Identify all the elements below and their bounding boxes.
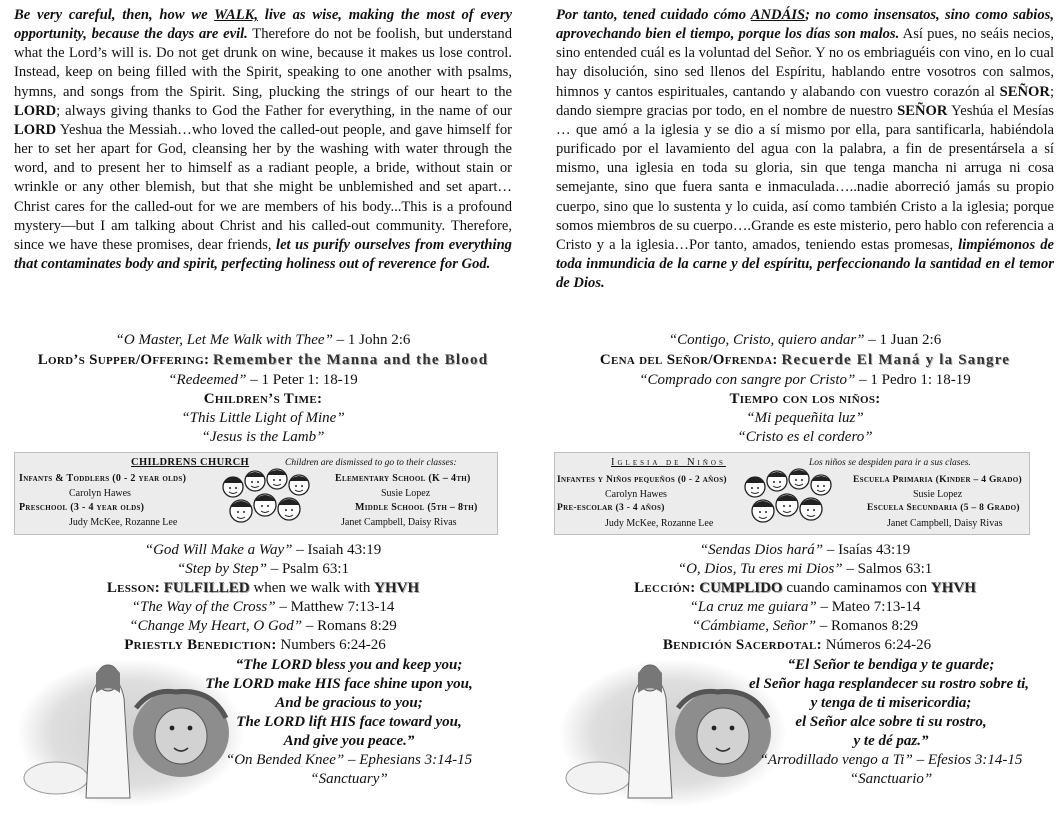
song-line <box>556 617 1054 636</box>
outro-bold: let us purify ourselves from everything that contaminates body and spirit, perfecting holiness out of reverence for God. <box>14 236 512 273</box>
children-faces-illustration <box>217 467 317 531</box>
supper-label: Cena del Señor/Ofrenda: <box>599 352 778 368</box>
song-reference: – 1 John 2:6 <box>332 332 411 348</box>
lesson-text: when we walk with <box>249 580 375 596</box>
blessing-line: And be gracious to you; <box>275 695 423 711</box>
infants-class: Infants & Toddlers (0 - 2 year olds) <box>19 473 187 484</box>
song-reference: – Psalm 63:1 <box>266 561 350 577</box>
supper-line <box>14 351 512 370</box>
song-line <box>14 617 512 636</box>
middle-teachers: Janet Campbell, Daisy Rivas <box>887 518 1003 529</box>
intro-bold-2: ; no como insensatos, sino como sabios, aprovechando bien el tiempo, porque los días son malos. <box>556 7 1054 43</box>
song-title: “On Bended Knee” <box>225 752 345 768</box>
children-time-heading <box>14 390 512 409</box>
body-text-2: ; dando siempre gracias por todo, en el nombre de nuestro <box>556 83 1054 119</box>
song-reference: – Salmos 63:1 <box>842 561 933 577</box>
song-title: “The Way of the Cross” <box>131 599 276 615</box>
song-title: “Arrodillado vengo a Ti” <box>759 752 913 768</box>
song-line <box>556 371 1054 390</box>
song-reference: – Romanos 8:29 <box>816 618 919 634</box>
song-line: “Jesus is the Lamb” <box>201 429 325 445</box>
song-reference: – 1 Pedro 1: 18-19 <box>855 372 971 388</box>
intro-bold: Be very careful, then, how we <box>14 7 215 23</box>
blessing-line: el Señor haga resplandecer su rostro sobre ti, <box>748 676 1030 692</box>
preschool-teachers: Judy McKee, Rozanne Lee <box>605 518 714 529</box>
childrens-church-box <box>554 452 1030 535</box>
song-title: “O Master, Let Me Walk with Thee” <box>115 332 333 348</box>
elementary-class: Escuela Primaria (Kinder – 4 Grado) <box>853 475 1022 485</box>
box-note: Children are dismissed to go to their classes: <box>285 458 457 468</box>
blessing-line: “The LORD bless you and keep you; <box>235 657 463 673</box>
infants-teacher: Carolyn Hawes <box>605 489 667 500</box>
body-text-3: Yeshua the Messiah…who loved the called-out people, and gave himself for her to set her apart for God, cleansing her by the washing with water through the word, and to present her to himself as a radiant people, a bride, without stain or wrinkle or any other blemish, but that she might be unblemished and set apart…Christ cares for the called-out for we are members of his body...This is a profound mystery—but I am talking about Christ and his called-out community. Therefore, since we have these promises, dear friends, <box>14 121 512 253</box>
lesson-line <box>14 579 512 598</box>
elementary-class: Elementary School (K – 4th) <box>335 473 471 484</box>
elementary-teacher: Susie Lopez <box>381 488 431 499</box>
english-column <box>14 0 512 816</box>
infants-teacher: Carolyn Hawes <box>69 488 131 499</box>
song-title: “Cámbiame, Señor” <box>691 618 817 634</box>
walk-word: WALK, <box>214 7 258 23</box>
song-reference: – 1 Juan 2:6 <box>864 332 942 348</box>
song-title: “Change My Heart, O God” <box>129 618 303 634</box>
box-note: Los niños se despiden para ir a sus clases. <box>809 458 971 468</box>
box-header: Iglesia de Niños <box>611 457 726 468</box>
blessing-line: y tenga de ti misericordia; <box>810 695 972 711</box>
song-line <box>556 560 1054 579</box>
benediction-reference: Números 6:24-26 <box>825 637 932 653</box>
lesson-label: Lección: <box>634 580 696 596</box>
box-header: CHILDRENS CHURCH <box>131 457 250 468</box>
song-title: “God Will Make a Way” <box>144 542 293 558</box>
lesson-label: Lesson: <box>106 580 160 596</box>
song-line <box>14 541 512 560</box>
song-title: “La cruz me guiara” <box>689 599 817 615</box>
lesson-word: CUMPLIDO <box>699 580 783 596</box>
middle-class: Escuela Secundaria (5 – 8 Grado) <box>867 503 1020 513</box>
song-line: “This Little Light of Mine” <box>181 410 345 426</box>
song-line: “Sanctuary” <box>310 771 388 787</box>
song-line: “Sanctuario” <box>849 771 933 787</box>
song-reference: – Matthew 7:13-14 <box>275 599 395 615</box>
song-reference: – 1 Peter 1: 18-19 <box>246 372 358 388</box>
body-text-1: Así pues, no seáis necios, sino entended cuál es la voluntad del Señor. Y no os embriaguéis con vino, en lo cual hay disolución, sino sed llenos del Espíritu, hablando entre vosotros con salmos, himnos y cantos espirituales, cantando y alabando con vuestro corazón al <box>556 26 1054 100</box>
song-line <box>14 331 512 350</box>
blessing-line: “El Señor te bendiga y te guarde; <box>787 657 995 673</box>
walk-word: ANDÁIS <box>750 7 806 23</box>
body-text-1: Therefore do not be foolish, but understand what the Lord’s will is. Do not get drunk on wine, because it makes us lose control. Instead, keep on being filled with the Spirit, speaking to one another with psalms, hymns, and songs from the Spirit. Sing, plucking the strings of our heart to the <box>14 26 512 100</box>
song-title: “O, Dios, Tu eres mi Dios” <box>677 561 843 577</box>
song-reference: – Romans 8:29 <box>302 618 397 634</box>
song-title: “Comprado con sangre por Cristo” <box>639 372 856 388</box>
body-text-3: Yeshúa el Mesías … que amó a la iglesia y se dio a sí mismo por ella, para santificarla, habiéndola purificado por el lavamiento del agua con la palabra, a fin de presentársela a sí mismo, una iglesia en toda su gloria, sin que tenga mancha ni arruga ni cosa semejante, sino que fuera santa e inmaculada…..nadie aborreció jamás su propio cuerpo, sino que lo sustenta y lo cuida, así como también Cristo a la iglesia; porque somos miembros de su cuerpo….Grande es este misterio, pero hablo con referencia a Cristo y a la iglesia…Por tanto, amados, teniendo estas promesas, <box>556 102 1054 253</box>
middle-class: Middle School (5th – 8th) <box>355 502 478 513</box>
song-title: “Contigo, Cristo, quiero andar” <box>668 332 865 348</box>
preschool-class: Preschool (3 - 4 year olds) <box>19 502 145 513</box>
scripture-paragraph <box>14 6 512 274</box>
lesson-line <box>556 579 1054 598</box>
song-reference: – Efesios 3:14-15 <box>912 752 1023 768</box>
song-reference: – Isaiah 43:19 <box>292 542 382 558</box>
song-reference: – Ephesians 3:14-15 <box>344 752 473 768</box>
lesson-text: cuando caminamos con <box>782 580 931 596</box>
blessing-line: The LORD make HIS face shine upon you, <box>205 676 473 692</box>
spanish-column <box>556 0 1054 816</box>
song-line <box>556 331 1054 350</box>
song-line: “Mi pequeñita luz” <box>746 410 864 426</box>
lesson-word: FULFILLED <box>163 580 250 596</box>
song-line <box>14 371 512 390</box>
scripture-paragraph <box>556 6 1054 293</box>
supper-line <box>556 351 1054 370</box>
song-reference: – Mateo 7:13-14 <box>816 599 921 615</box>
lesson-name: YHVH <box>374 580 420 596</box>
supper-label: Lord’s Supper/Offering: <box>37 352 210 368</box>
intro-bold-2: live as wise, making the most of every opportunity, because the days are evil. <box>14 7 512 43</box>
song-line <box>556 598 1054 617</box>
childrens-church-box <box>14 452 498 535</box>
song-line <box>726 751 1056 770</box>
benediction-label: Priestly Benediction: <box>124 637 277 653</box>
intro-bold: Por tanto, tened cuidado cómo <box>556 7 751 23</box>
blessing-line: The LORD lift HIS face toward you, <box>236 714 462 730</box>
middle-teachers: Janet Campbell, Daisy Rivas <box>341 517 457 528</box>
song-line <box>14 598 512 617</box>
children-time-label: Children’s Time: <box>203 391 323 407</box>
benediction-section <box>14 648 512 813</box>
body-text-2: ; always giving thanks to God the Father for everything, in the name of our <box>56 102 512 119</box>
lord-word: LORD <box>14 121 57 138</box>
blessing-line: And give you peace.” <box>283 733 415 749</box>
preschool-teachers: Judy McKee, Rozanne Lee <box>69 517 178 528</box>
song-line <box>14 560 512 579</box>
lord-word: LORD <box>14 102 57 119</box>
benediction-section <box>556 648 1054 813</box>
song-line <box>556 541 1054 560</box>
outro-bold: limpiémonos de toda inmundicia de la carne y del espíritu, perfeccionando la santidad en el temor de Dios. <box>556 236 1054 292</box>
song-title: “Redeemed” <box>168 372 247 388</box>
infants-class: Infantes y Niños pequeños (0 - 2 años) <box>557 475 727 485</box>
preschool-class: Pre-escolar (3 - 4 años) <box>557 503 665 513</box>
lesson-name: YHVH <box>930 580 976 596</box>
supper-theme: Remember the Manna and the Blood <box>213 352 489 368</box>
supper-theme: Recuerde El Maná y la Sangre <box>781 352 1011 368</box>
lord-word: SEÑOR <box>897 102 948 119</box>
song-title: “Sendas Dios hará” <box>699 542 824 558</box>
song-line: “Cristo es el cordero” <box>737 429 873 445</box>
song-title: “Step by Step” <box>176 561 267 577</box>
blessing-line: y te dé paz.” <box>853 733 929 749</box>
song-reference: – Isaías 43:19 <box>823 542 911 558</box>
benediction-label: Bendición Sacerdotal: <box>662 637 822 653</box>
elementary-teacher: Susie Lopez <box>913 489 963 500</box>
benediction-reference: Numbers 6:24-26 <box>280 637 386 653</box>
children-time-label: Tiempo con los niños: <box>729 391 881 407</box>
children-time-heading <box>556 390 1054 409</box>
blessing-line: el Señor alce sobre ti su rostro, <box>795 714 987 730</box>
song-line <box>184 751 514 770</box>
children-faces-illustration <box>739 467 839 531</box>
lord-word: SEÑOR <box>999 83 1050 100</box>
